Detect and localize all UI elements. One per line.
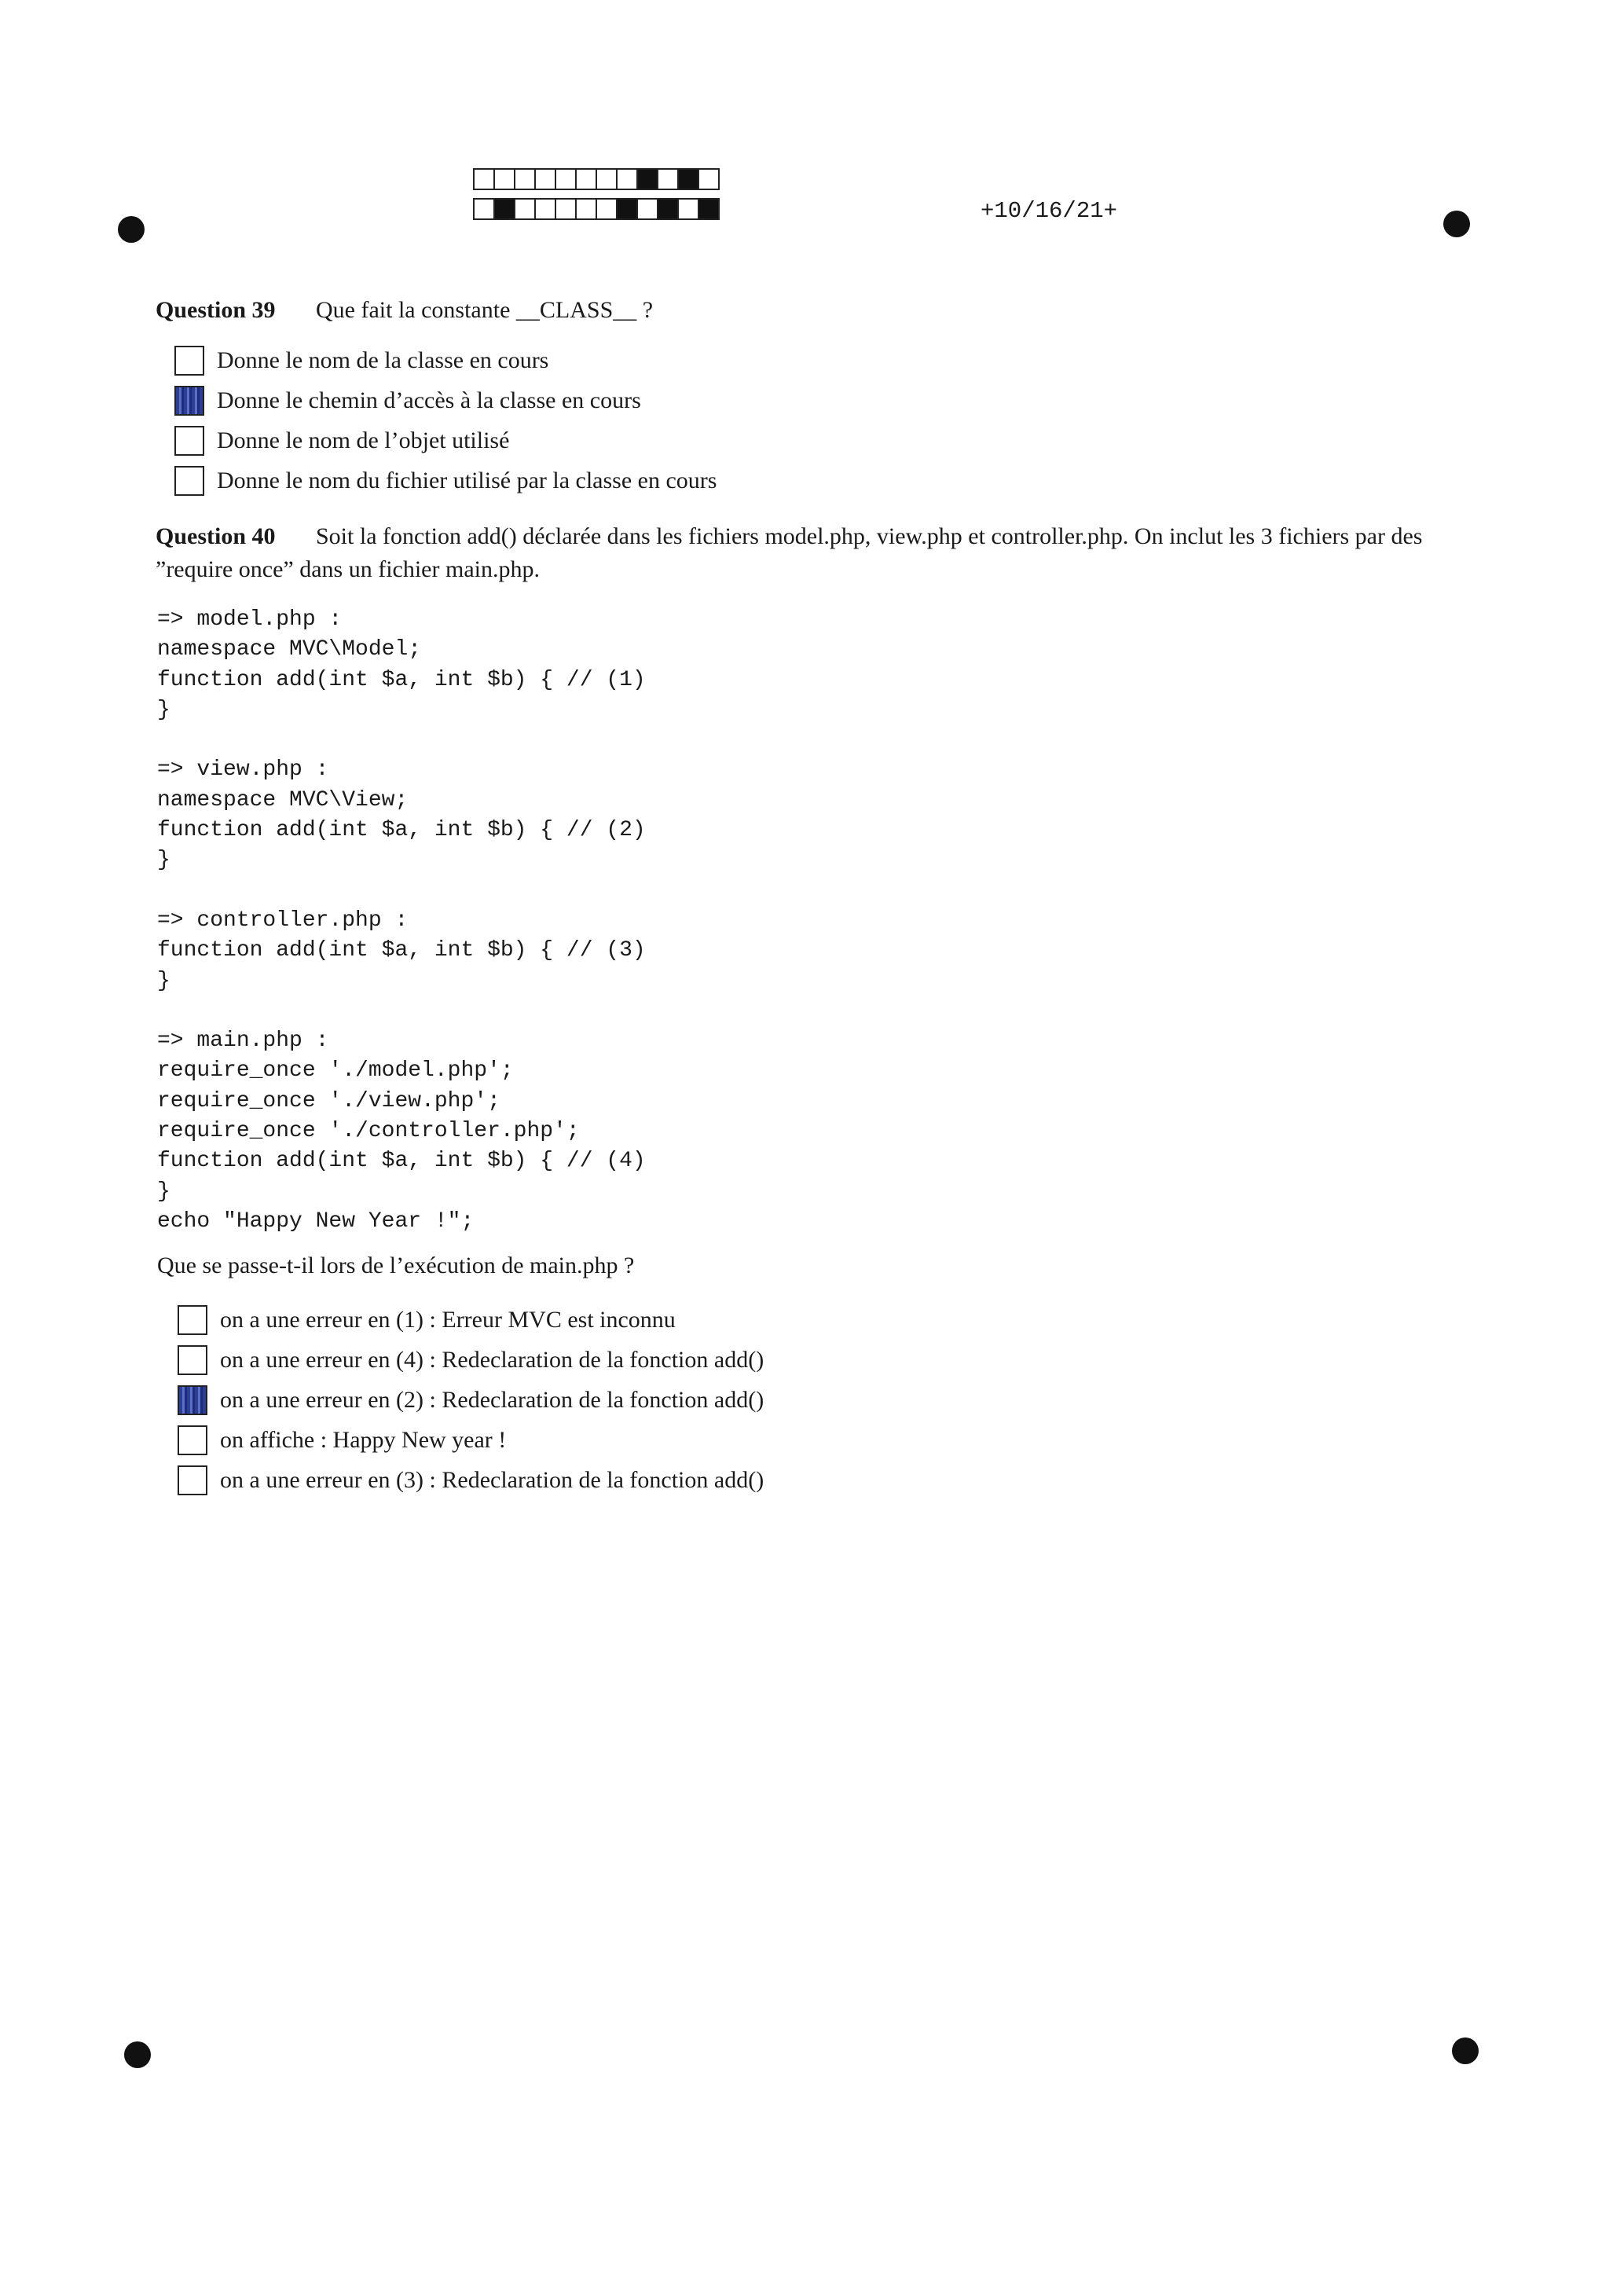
question-39-choices (174, 340, 717, 501)
answer-choice[interactable] (174, 460, 717, 501)
answer-label: on a une erreur en (1) : Erreur MVC est inconnu (220, 1306, 676, 1333)
answer-checkbox[interactable] (174, 426, 204, 456)
answer-label: Donne le nom du fichier utilisé par la classe en cours (217, 467, 717, 493)
barcode-cell (493, 198, 515, 220)
barcode-cell (657, 198, 679, 220)
barcode-cell (534, 198, 556, 220)
barcode-bottom (473, 198, 718, 220)
answer-label: Donne le chemin d’accès à la classe en cours (217, 387, 641, 413)
barcode-cell (575, 168, 597, 190)
answer-checkbox[interactable] (174, 466, 204, 496)
answer-choice[interactable] (178, 1300, 764, 1340)
barcode-cell (514, 198, 536, 220)
answer-label: on affiche : Happy New year ! (220, 1426, 507, 1453)
registration-mark-top-left (118, 216, 145, 243)
answer-checkbox[interactable] (178, 1465, 207, 1495)
question-40-choices (178, 1300, 764, 1500)
answer-choice[interactable] (178, 1380, 764, 1420)
question-label: Question 39 (156, 297, 276, 323)
answer-checkbox[interactable] (178, 1385, 207, 1415)
registration-mark-bottom-right (1452, 2037, 1479, 2064)
answer-checkbox[interactable] (178, 1425, 207, 1455)
page-id: +10/16/21+ (981, 198, 1118, 224)
answer-checkbox[interactable] (178, 1305, 207, 1335)
barcode-cell (616, 168, 638, 190)
answer-checkbox[interactable] (174, 346, 204, 376)
barcode-cell (534, 168, 556, 190)
barcode-cell (596, 168, 618, 190)
barcode-cell (677, 198, 699, 220)
answer-choice[interactable] (178, 1420, 764, 1460)
barcode-cell (596, 198, 618, 220)
barcode-cell (616, 198, 638, 220)
barcode-cell (698, 198, 720, 220)
question-text: Que fait la constante __CLASS__ ? (316, 297, 654, 323)
question-prompt: Que se passe-t-il lors de l’exécution de main.php ? (157, 1253, 635, 1278)
answer-choice[interactable] (174, 380, 717, 420)
barcode-cell (698, 168, 720, 190)
answer-label: on a une erreur en (3) : Redeclaration de la fonction add() (220, 1466, 764, 1493)
answer-checkbox[interactable] (174, 386, 204, 416)
answer-label: Donne le nom de la classe en cours (217, 347, 549, 373)
barcode-cell (575, 198, 597, 220)
barcode-cell (473, 198, 495, 220)
answer-checkbox[interactable] (178, 1345, 207, 1375)
answer-choice[interactable] (178, 1460, 764, 1500)
barcode-cell (555, 198, 577, 220)
barcode-cell (555, 168, 577, 190)
registration-mark-top-right (1443, 211, 1470, 237)
barcode-cell (636, 198, 658, 220)
answer-label: on a une erreur en (2) : Redeclaration de la fonction add() (220, 1386, 764, 1413)
question-40 (156, 520, 1444, 586)
answer-label: on a une erreur en (4) : Redeclaration de la fonction add() (220, 1346, 764, 1373)
answer-choice[interactable] (174, 420, 717, 460)
answer-label: Donne le nom de l’objet utilisé (217, 427, 510, 453)
barcode-cell (514, 168, 536, 190)
barcode-cell (493, 168, 515, 190)
registration-mark-bottom-left (124, 2041, 151, 2068)
question-text: Soit la fonction add() déclarée dans les fichiers model.php, view.php et controller.php. On inclut les 3 fichiers par des ”require once” dans un fichier main.php. (156, 523, 1423, 582)
barcode-cell (636, 168, 658, 190)
barcode-cell (677, 168, 699, 190)
question-39 (156, 294, 653, 327)
barcode-top (473, 168, 718, 190)
question-label: Question 40 (156, 523, 276, 549)
answer-choice[interactable] (178, 1340, 764, 1380)
barcode-cell (473, 168, 495, 190)
barcode-cell (657, 168, 679, 190)
code-listing: => model.php : namespace MVC\Model; function add(int $a, int $b) { // (1) } => view.php : namespace MVC\View; function add(int $a, int $b) { // (2) } => controller.php : function add(int $a, int $b) { // (3) } => main.php : require_once './model.php'; require_once './view.php'; require_once './controller.php'; function add(int $a, int $b) { // (4) } echo "Happy New Year !"; (157, 607, 646, 1234)
answer-choice[interactable] (174, 340, 717, 380)
